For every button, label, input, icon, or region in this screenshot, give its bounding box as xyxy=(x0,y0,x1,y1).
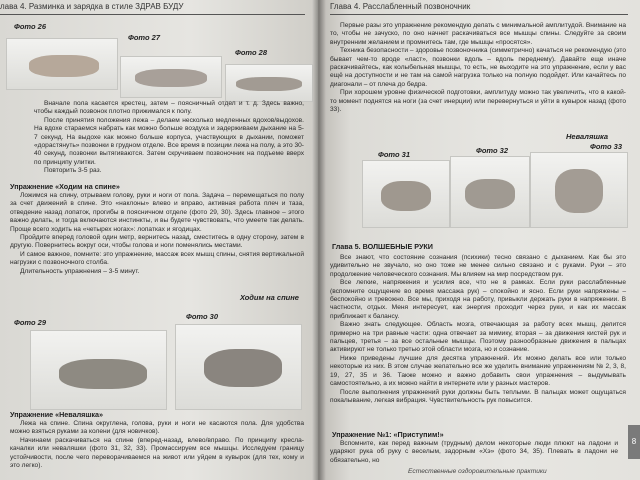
photo-27-caption: Фото 27 xyxy=(128,33,161,42)
paragraph: Лежа на спине. Спина округлена, голова, руки и ноги не касаются пола. Для удобства можно взяться руками за колени (для новичков). xyxy=(10,420,304,436)
paragraph: Длительность упражнения – 3-5 минут. xyxy=(20,267,140,275)
photo-26-caption: Фото 26 xyxy=(14,22,47,31)
right-text-block-2 xyxy=(330,254,626,405)
photo-32-caption: Фото 32 xyxy=(476,146,509,155)
photo-33-caption: Фото 33 xyxy=(590,142,623,151)
paragraph: Повторить 3-5 раз. xyxy=(44,167,102,175)
photo-26 xyxy=(6,38,118,90)
left-text-block-1 xyxy=(34,100,304,176)
paragraph: После принятия положения лежа – делаем несколько медленных вдохов/выдохов. На вдохе стараемся набрать как можно больше воздуха и задерживаем дыхание на 5-7 секунд. На выдохе как можно больше корпуса, участвующих в дыхании, поможет «дорастянуть» позвонки в грудном отделе. Все время в позиции лежа на полу, а это 30-40 секунд, позвонки вытягиваются. Затем скручиваем позвоночник на подъеме вверх по принципу улитки. xyxy=(34,116,304,166)
photo-28-caption: Фото 28 xyxy=(235,48,268,57)
left-header-title: лава 4. Разминка и зарядка в стиле ЗДРАВ БУДУ xyxy=(0,2,184,11)
photo-27 xyxy=(120,56,222,98)
photo-31 xyxy=(362,160,450,228)
paragraph: При хорошем уровне физической подготовки, амплитуду можно так увеличить, что в какой-то момент поднятся на ноги (за счет инерции) или перевернуться и уйти в кувырок назад (фото 33). xyxy=(330,89,626,114)
page-footer: Естественные оздоровительные практики xyxy=(408,468,547,475)
person-figure xyxy=(135,69,207,87)
left-text-block-3 xyxy=(10,420,304,470)
person-figure xyxy=(381,181,431,211)
paragraph: Вспомните, как перед важным (трудным) делом некоторые люди плюют на ладони и ударяют рука об руку с веселым, задорным «Хэ» (фото 34, 35). Плевать в ладони не обязательно, но xyxy=(330,440,618,464)
paragraph: Ложимся на спину, отрываем голову, руки и ноги от пола. Задача – перемещаться по полу за счет движений в спине. Это «наклоны» влево и вправо, активная работа плеч и таза, отведение назад лопаток, прогибы в поясничном отделе (фото 29, 30). Здесь главное – этого важно делать, и тогда включаются инстинкты, и вы будете чувствовать, что умеете так делать. Проще всего ходить на «четырех ногах»: лопатках и ягодицах. xyxy=(10,192,304,233)
page-number: 8 xyxy=(631,437,637,446)
person-figure xyxy=(555,169,603,213)
right-text-block-1 xyxy=(330,22,626,114)
paragraph: Пройдите вперед головой один метр, вернитесь назад, сместитесь в одну сторону, затем в другую. Повернитесь вокруг оси, чтобы голова и ноги поменялись местами. xyxy=(10,234,304,250)
chapter-heading: Глава 5. ВОЛШЕБНЫЕ РУКИ xyxy=(332,242,433,251)
exercise-heading-1: Упражнение №1: «Приступим!» xyxy=(332,430,444,439)
exercise-heading-walk: Упражнение «Ходим на спине» xyxy=(10,182,120,191)
paragraph: Важно знать следующее. Область мозга, отвечающая за работу всех мышц, делится примерно на три равные части: одна отвечает за мимику, вторая – за движения кистей рук и пальцев, третья – за все остальные мышцы. Поэтому разнообразные движения в пальцах активируют не только третью этой области мозга, но и сознание. xyxy=(330,321,626,354)
person-figure xyxy=(465,179,515,209)
photo-29 xyxy=(30,330,167,410)
right-page xyxy=(318,0,640,480)
photo-29-caption: Фото 29 xyxy=(14,318,47,327)
page-number-tab xyxy=(628,425,640,459)
photo-28 xyxy=(225,64,313,102)
left-page xyxy=(0,0,318,480)
paragraph: Все знают, что состояние сознания (психики) тесно связано с дыханием. Как бы это удивительно не звучало, но оно тоже не менее сильно связано и с руками. Руки – это продолжение человеческого сознания. Мы влияем на мир посредством рук. xyxy=(330,254,626,278)
photo-30-caption: Фото 30 xyxy=(186,312,219,321)
right-header-title: Глава 4. Расслабленный позвоночник xyxy=(330,2,471,11)
person-figure xyxy=(236,77,302,91)
paragraph: Ниже приведены лучшие для десятка упражнений. Их можно делать все или только некоторые из них. В этом случае желательно все же уделить внимание упражнениям № 2, 3, 8, 19, 27, 35 и 36. Также можно и важно добавить свои упражнения – выдумывать самостоятельно, а их можно найти в интернете или у разных мастеров. xyxy=(330,354,626,388)
right-text-block-3 xyxy=(330,440,618,465)
right-running-header xyxy=(330,0,628,15)
paragraph: Техника безопасности – здоровье позвоночника (симметрично) качаться не рекомендую (это бывает чем-то вроде «ласт», позвонки вдоль – вдоль переднему). Давайте еще иначе раскачивайтесь, как колыбельная мышцы, то есть, не выходите на это упражнение, если у вас ещё на доступности и не там на самой нагрузка только на полную подойдет. Или качайтесь по диагонали – от плеча до бедра. xyxy=(330,47,626,88)
person-figure xyxy=(59,359,147,389)
left-running-header xyxy=(0,0,305,15)
book-gutter xyxy=(312,0,326,480)
subsection-label: Ходим на спине xyxy=(240,293,299,302)
paragraph: Вначале пола касается крестец, затем – поясничный отдел и т. д. Здесь важно, чтобы каждый позвонок плотно прижимался к полу. xyxy=(34,100,304,116)
person-figure xyxy=(204,349,282,387)
exercise-heading-nevalyashka: Упражнение «Неваляшка» xyxy=(10,410,103,419)
paragraph: И самое важное, помните: это упражнение, массаж всех мышц спины, снятия вертикальной нагрузки с позвоночного столба. xyxy=(10,250,304,267)
photo-30 xyxy=(175,324,302,410)
paragraph: После выполнения упражнений руки должны быть теплыми. В пальцах может ощущаться покалывание, легкая вибрация. Чувствительность рук повысится. xyxy=(330,388,626,404)
photo-33 xyxy=(530,152,628,228)
left-text-block-2 xyxy=(10,192,304,276)
paragraph: Все легкие, напряжения и усилия все, что не в рамках. Если руки расслабленные (вспомните ощущение во время массажа рук) – спокойно и ясно. Если руки напряжены – беспокойно и тревожно. Все мы, приходя на работу, привыкли держать руки в напряжении. В частности, отдых. Меня интересует, как энергия проходит через руки, и как их массаж приближает к балансу. xyxy=(330,279,626,320)
subsection-label: Неваляшка xyxy=(566,132,609,141)
person-figure xyxy=(29,55,99,77)
photo-32 xyxy=(450,156,530,228)
photo-31-caption: Фото 31 xyxy=(378,150,411,159)
paragraph: Начинаем раскачиваться на спине (вперед-назад, влево/вправо. По принципу кресла-качалки или неваляшки (фото 31, 32, 33). Промассируем все мышцы. Исследуем границу устойчивости, после чего переворачиваемся на живот или уйдем в кувырок (для тех, кому и это легко). xyxy=(10,436,304,470)
paragraph: Первые разы это упражнение рекомендую делать с минимальной амплитудой. Внимание на то, чтобы не зачуско, по оно начнет раскачиваться все мышцы спины. Следуйте за своим внутренним желанием и промнитесь там, где мышцы «просятся». xyxy=(330,22,626,46)
